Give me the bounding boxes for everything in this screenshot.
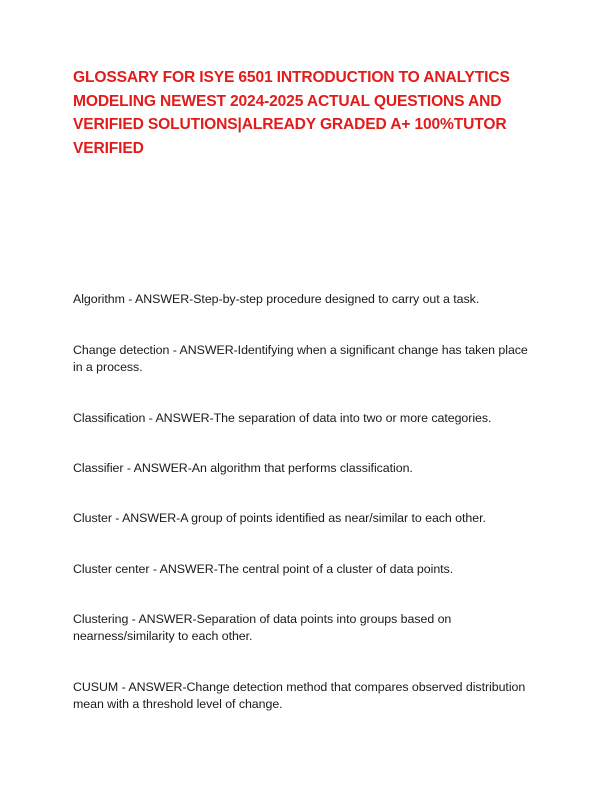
document-title: GLOSSARY FOR ISYE 6501 INTRODUCTION TO ANALYTICS MODELING NEWEST 2024-2025 ACTUAL QUESTIONS AND VERIFIED SOLUTIONS|ALREADY GRADED A+ 100%TUTOR VERIFIED [73, 69, 510, 157]
glossary-entry-cusum: CUSUM - ANSWER-Change detection method that compares observed distribution mean with a threshold level of change. [73, 680, 526, 711]
glossary-entry-classifier: Classifier - ANSWER-An algorithm that performs classification. [73, 461, 413, 475]
glossary-entry-algorithm: Algorithm - ANSWER-Step-by-step procedure designed to carry out a task. [73, 292, 480, 306]
glossary-entry-clustering: Clustering - ANSWER-Separation of data points into groups based on nearness/similarity to each other. [73, 612, 452, 643]
glossary-entry-cluster-center: Cluster center - ANSWER-The central point of a cluster of data points. [73, 562, 454, 576]
glossary-entry-change-detection: Change detection - ANSWER-Identifying when a significant change has taken place in a process. [73, 343, 528, 374]
glossary-entry-cluster: Cluster - ANSWER-A group of points identified as near/similar to each other. [73, 511, 486, 525]
glossary-entry-classification: Classification - ANSWER-The separation of data into two or more categories. [73, 411, 492, 425]
